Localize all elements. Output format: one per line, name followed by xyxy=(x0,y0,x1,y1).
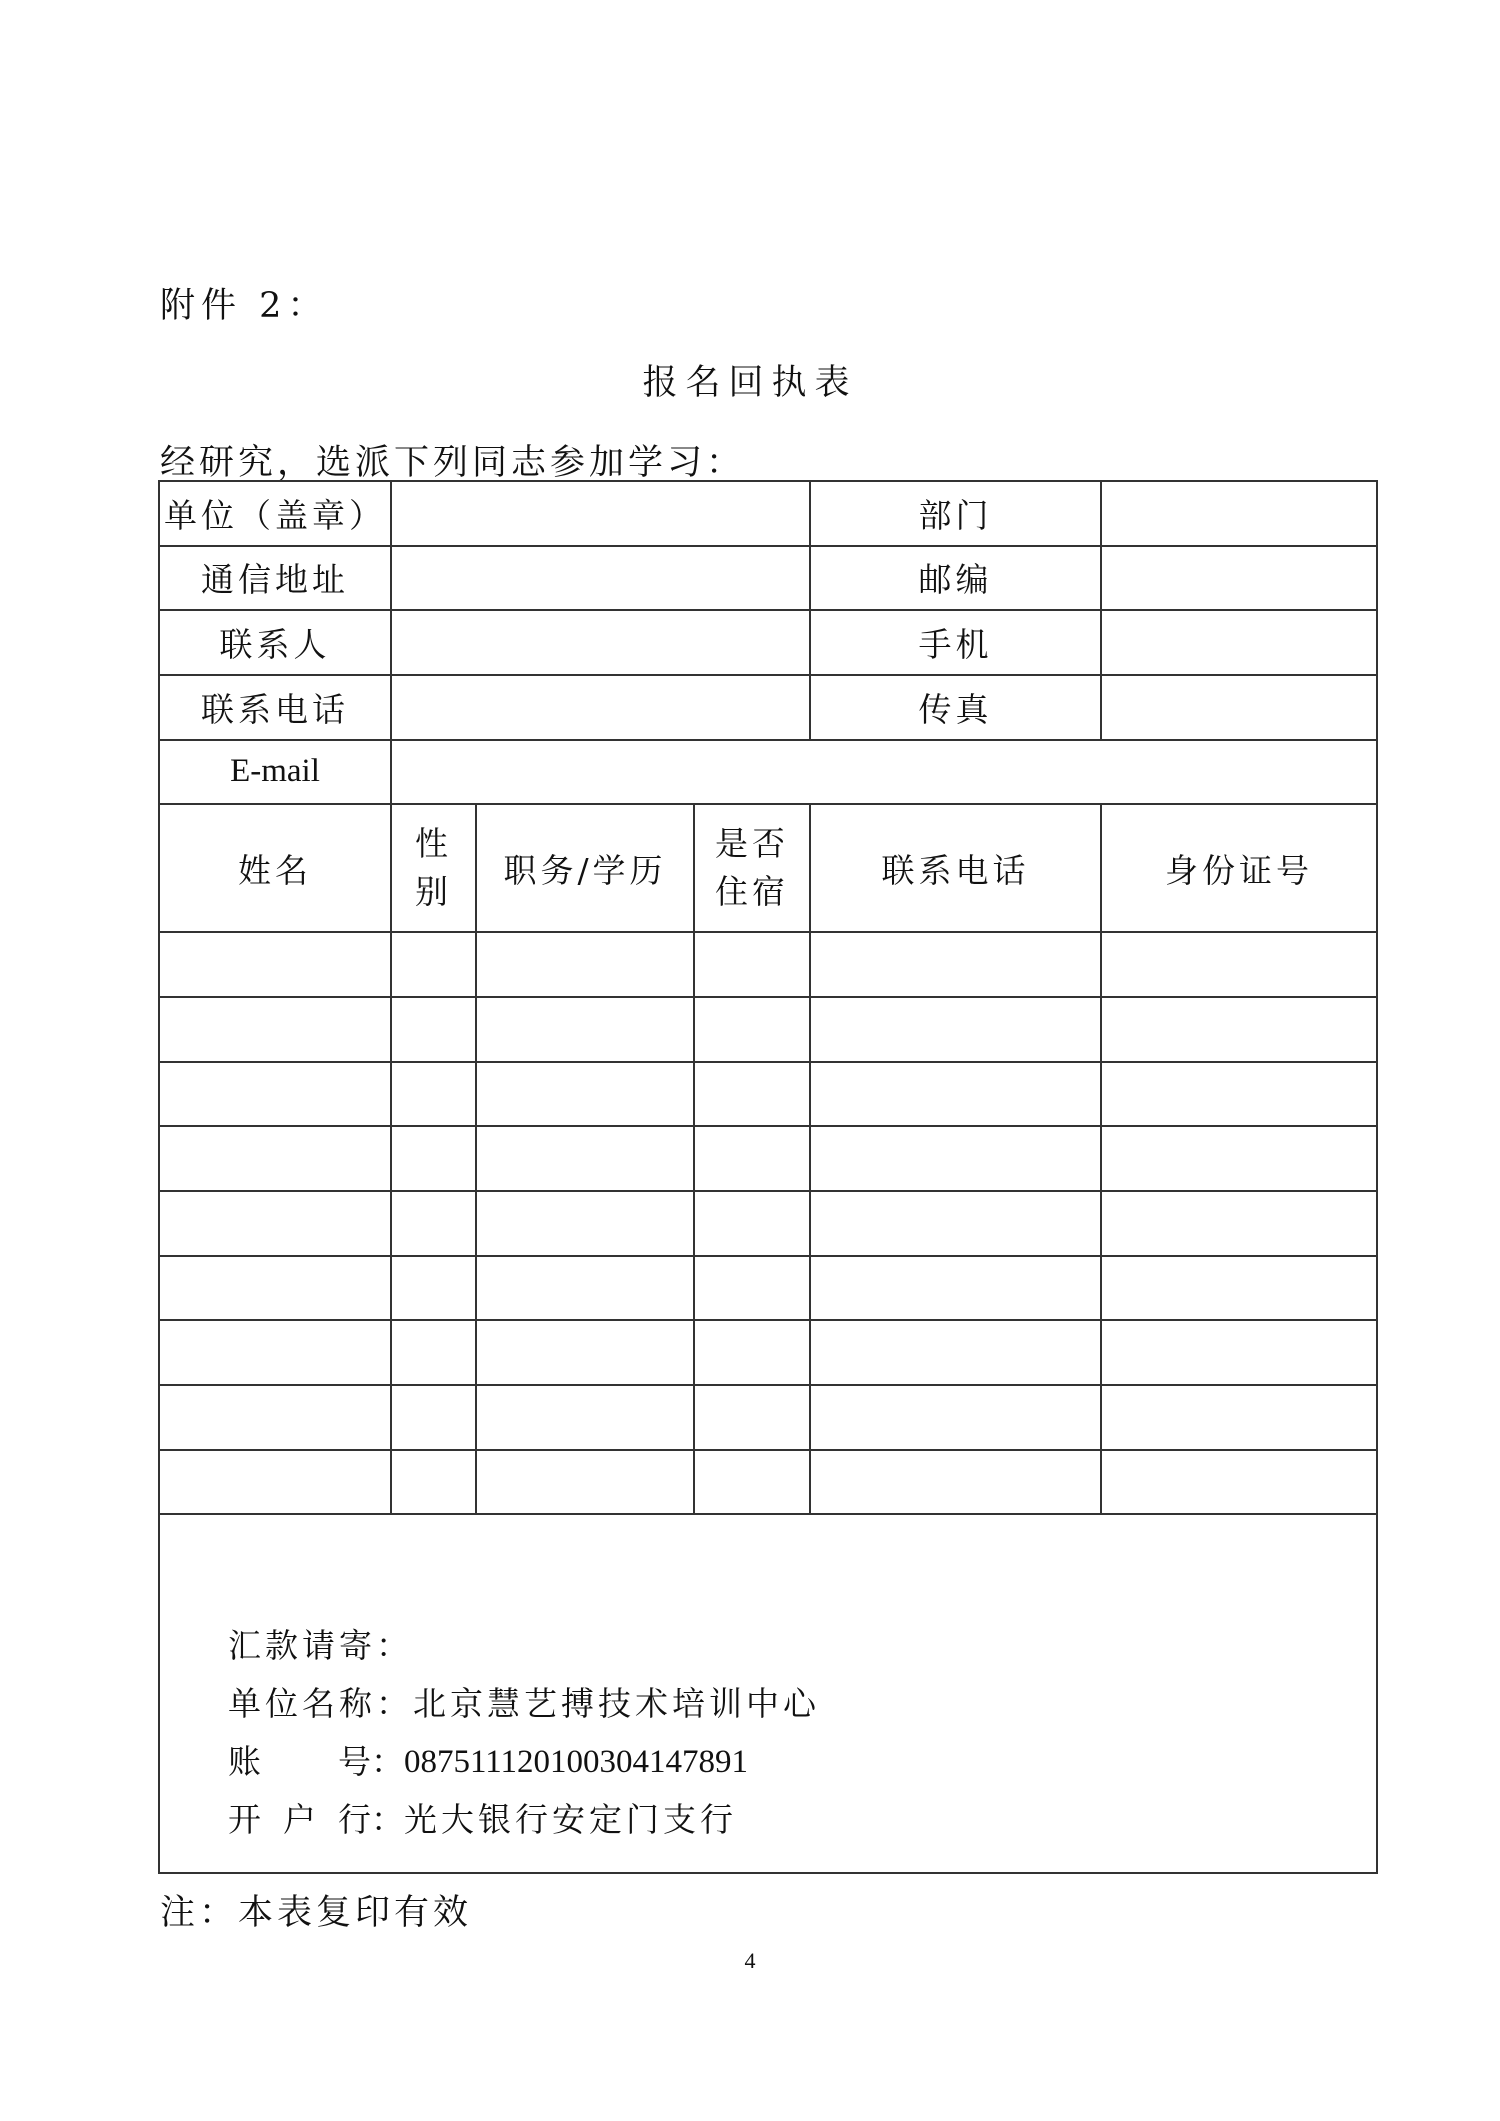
participant-name-cell[interactable] xyxy=(159,1450,391,1515)
participant-position-cell[interactable] xyxy=(476,1450,694,1515)
participant-gender-cell[interactable] xyxy=(391,1385,476,1450)
contact-row xyxy=(159,610,1377,675)
header-lodging-line1: 是否 xyxy=(715,824,789,864)
participant-lodging-cell[interactable] xyxy=(694,1126,810,1191)
contact-label: 联系人 xyxy=(159,610,391,675)
unit-label: 单位（盖章） xyxy=(159,481,391,546)
participant-lodging-cell[interactable] xyxy=(694,997,810,1062)
participant-position-cell[interactable] xyxy=(476,1191,694,1256)
participant-gender-cell[interactable] xyxy=(391,1191,476,1256)
postcode-label: 邮编 xyxy=(810,546,1101,611)
unit-name-label: 单位名称： xyxy=(228,1684,413,1724)
header-position: 职务/学历 xyxy=(476,804,694,932)
attachment-label: 附件 2： xyxy=(160,286,329,326)
participant-position-cell[interactable] xyxy=(476,1320,694,1385)
participant-position-cell[interactable] xyxy=(476,1062,694,1127)
email-label: E-mail xyxy=(159,740,391,805)
participant-name-cell[interactable] xyxy=(159,997,391,1062)
account-label-part: 号： xyxy=(338,1742,404,1782)
participant-lodging-cell[interactable] xyxy=(694,1191,810,1256)
participant-row xyxy=(159,1385,1377,1450)
participant-position-cell[interactable] xyxy=(476,1256,694,1321)
participant-phone-cell[interactable] xyxy=(810,1385,1101,1450)
participant-lodging-cell[interactable] xyxy=(694,1320,810,1385)
footer-note: 注：本表复印有效 xyxy=(160,1893,473,1933)
participant-id-cell[interactable] xyxy=(1101,932,1377,997)
participant-position-cell[interactable] xyxy=(476,1385,694,1450)
participant-row xyxy=(159,1320,1377,1385)
participant-gender-cell[interactable] xyxy=(391,1256,476,1321)
participant-header-row xyxy=(159,804,1377,932)
fax-value-cell[interactable] xyxy=(1101,675,1377,740)
participant-id-cell[interactable] xyxy=(1101,1191,1377,1256)
participant-row xyxy=(159,1062,1377,1127)
payment-heading xyxy=(228,1617,1376,1675)
participant-position-cell[interactable] xyxy=(476,997,694,1062)
participant-id-cell[interactable] xyxy=(1101,1450,1377,1515)
mobile-label: 手机 xyxy=(810,610,1101,675)
header-gender-line1: 性 xyxy=(415,824,452,864)
form-title: 报名回执表 xyxy=(642,363,858,403)
payment-account-row xyxy=(228,1733,1376,1791)
participant-lodging-cell[interactable] xyxy=(694,1385,810,1450)
participant-phone-cell[interactable] xyxy=(810,932,1101,997)
participant-gender-cell[interactable] xyxy=(391,997,476,1062)
account-number: 08751112010030414789​1 xyxy=(404,1744,749,1781)
bank-name: 光大银行安定门支行 xyxy=(404,1800,737,1840)
email-value-cell[interactable] xyxy=(391,740,1377,805)
mobile-value-cell[interactable] xyxy=(1101,610,1377,675)
participant-phone-cell[interactable] xyxy=(810,1450,1101,1515)
participant-lodging-cell[interactable] xyxy=(694,1450,810,1515)
payment-heading-text: 汇款请寄： xyxy=(228,1626,413,1666)
participant-gender-cell[interactable] xyxy=(391,1062,476,1127)
header-lodging xyxy=(694,804,810,932)
participant-gender-cell[interactable] xyxy=(391,1320,476,1385)
participant-row xyxy=(159,1191,1377,1256)
participant-phone-cell[interactable] xyxy=(810,1126,1101,1191)
participant-position-cell[interactable] xyxy=(476,1126,694,1191)
header-gender-line2: 别 xyxy=(415,872,452,912)
unit-name-value: 北京慧艺搏技术培训中心 xyxy=(413,1684,820,1724)
postcode-value-cell[interactable] xyxy=(1101,546,1377,611)
bank-label-part: 行： xyxy=(338,1800,404,1840)
participant-name-cell[interactable] xyxy=(159,1062,391,1127)
address-row xyxy=(159,546,1377,611)
contact-value-cell[interactable] xyxy=(391,610,810,675)
participant-gender-cell[interactable] xyxy=(391,1126,476,1191)
header-lodging-line2: 住宿 xyxy=(715,872,789,912)
phone-value-cell[interactable] xyxy=(391,675,810,740)
dept-value-cell[interactable] xyxy=(1101,481,1377,546)
header-name: 姓名 xyxy=(159,804,391,932)
intro-text: 经研究，选派下列同志参加学习： xyxy=(160,443,746,483)
participant-row xyxy=(159,1126,1377,1191)
phone-label: 联系电话 xyxy=(159,675,391,740)
participant-name-cell[interactable] xyxy=(159,1320,391,1385)
address-label: 通信地址 xyxy=(159,546,391,611)
participant-id-cell[interactable] xyxy=(1101,1256,1377,1321)
participant-name-cell[interactable] xyxy=(159,932,391,997)
phone-row xyxy=(159,675,1377,740)
participant-phone-cell[interactable] xyxy=(810,1256,1101,1321)
bank-label-part: 户 xyxy=(283,1800,316,1840)
participant-row xyxy=(159,932,1377,997)
payment-info xyxy=(160,1515,1376,1849)
registration-form-table xyxy=(158,480,1378,1874)
payment-row xyxy=(159,1514,1377,1873)
participant-gender-cell[interactable] xyxy=(391,1450,476,1515)
participant-name-cell[interactable] xyxy=(159,1126,391,1191)
payment-unit-name-row xyxy=(228,1675,1376,1733)
participant-name-cell[interactable] xyxy=(159,1385,391,1450)
participant-lodging-cell[interactable] xyxy=(694,1256,810,1321)
dept-label: 部门 xyxy=(810,481,1101,546)
unit-row xyxy=(159,481,1377,546)
participant-id-cell[interactable] xyxy=(1101,1385,1377,1450)
participant-gender-cell[interactable] xyxy=(391,932,476,997)
address-value-cell[interactable] xyxy=(391,546,810,611)
participant-id-cell[interactable] xyxy=(1101,997,1377,1062)
email-row xyxy=(159,740,1377,805)
participant-phone-cell[interactable] xyxy=(810,1062,1101,1127)
participant-phone-cell[interactable] xyxy=(810,1191,1101,1256)
bank-label xyxy=(228,1791,404,1849)
header-id: 身份证号 xyxy=(1101,804,1377,932)
account-label-part: 账 xyxy=(228,1742,261,1782)
participant-lodging-cell[interactable] xyxy=(694,1062,810,1127)
participant-id-cell[interactable] xyxy=(1101,1062,1377,1127)
bank-label-part: 开 xyxy=(228,1800,261,1840)
participant-position-cell[interactable] xyxy=(476,932,694,997)
participant-lodging-cell[interactable] xyxy=(694,932,810,997)
account-label xyxy=(228,1733,404,1791)
header-phone: 联系电话 xyxy=(810,804,1101,932)
participant-phone-cell[interactable] xyxy=(810,997,1101,1062)
participant-name-cell[interactable] xyxy=(159,1191,391,1256)
payment-bank-row xyxy=(228,1791,1376,1849)
payment-info-cell xyxy=(159,1514,1377,1873)
participant-id-cell[interactable] xyxy=(1101,1126,1377,1191)
participant-id-cell[interactable] xyxy=(1101,1320,1377,1385)
unit-value-cell[interactable] xyxy=(391,481,810,546)
participant-phone-cell[interactable] xyxy=(810,1320,1101,1385)
header-gender xyxy=(391,804,476,932)
participant-row xyxy=(159,1256,1377,1321)
participant-row xyxy=(159,997,1377,1062)
participant-row xyxy=(159,1450,1377,1515)
page-number: 4 xyxy=(744,1948,756,1973)
participant-name-cell[interactable] xyxy=(159,1256,391,1321)
fax-label: 传真 xyxy=(810,675,1101,740)
